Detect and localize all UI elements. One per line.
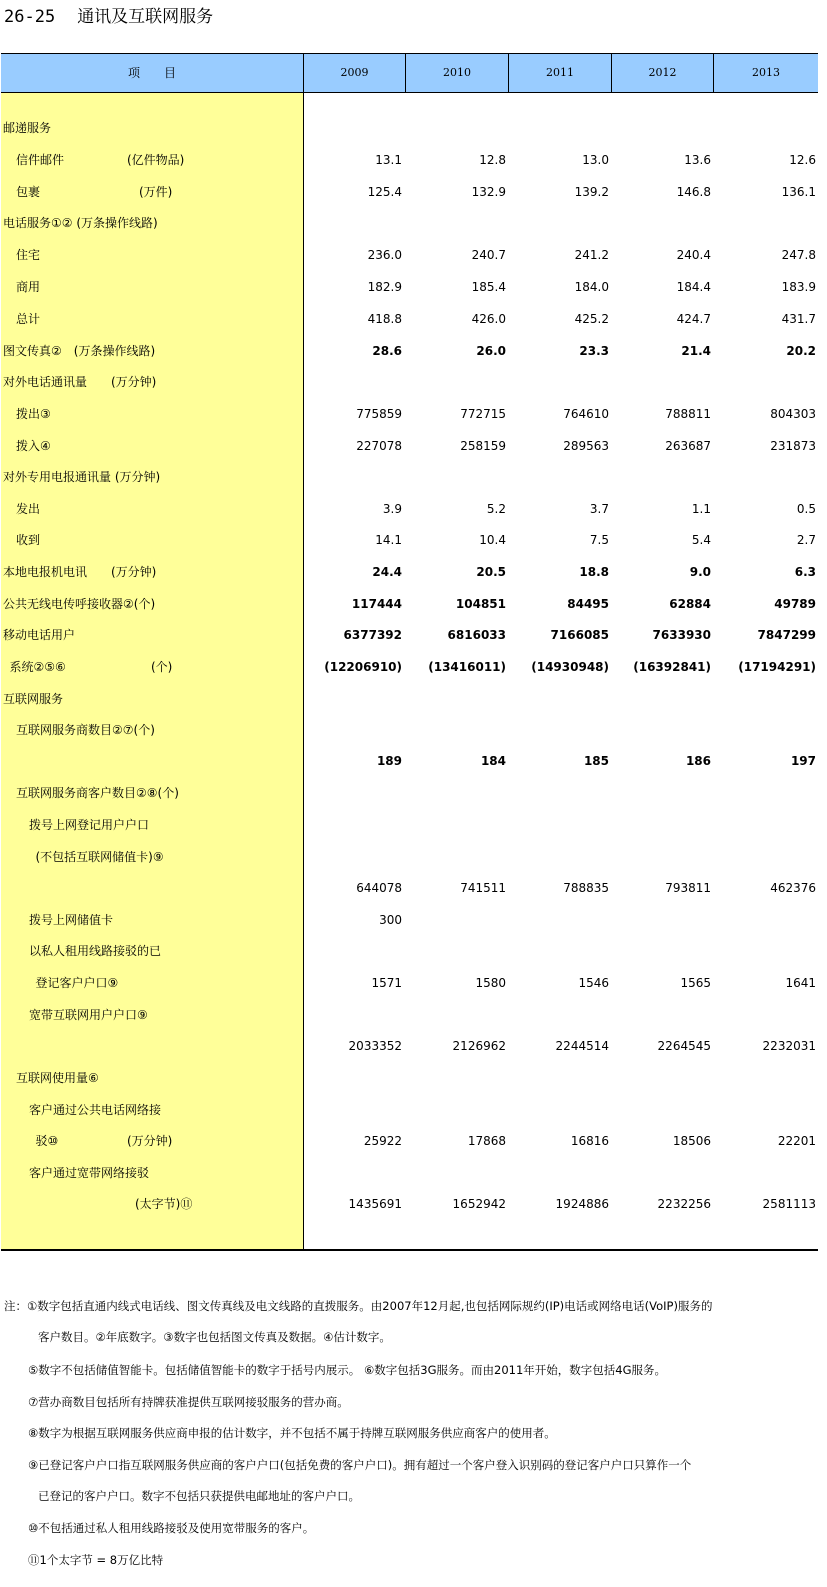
header-item: 项 目 [127, 66, 176, 80]
row-unit: (万件) [139, 185, 173, 199]
cell-value: 13.1 [375, 153, 402, 167]
footnote-line: 客户数目。②年底数字。③数字也包括图文传真及数据。④估计数字。 [38, 1330, 391, 1344]
cell-value: 28.6 [372, 344, 402, 358]
row-label: 对外专用电报通讯量 (万分钟) [3, 470, 161, 484]
header-year: 2010 [443, 66, 471, 79]
footnote-line: ⑨已登记客户户口指互联网服务供应商的客户户口(包括免费的客户户口)。拥有超过一个客户登入识别码的登记客户户口只算作一个 [28, 1458, 692, 1472]
header-year: 2012 [648, 66, 677, 79]
table-row [1, 973, 818, 993]
cell-value: 6377392 [343, 628, 402, 642]
cell-value: 10.4 [479, 533, 506, 547]
cell-value: 9.0 [689, 565, 711, 579]
column-divider [611, 53, 612, 93]
cell-value: 182.9 [367, 280, 402, 294]
row-label: 互联网服务商客户数目②⑧(个) [16, 786, 179, 800]
table-row [1, 720, 818, 740]
cell-value: 12.8 [479, 153, 506, 167]
cell-value: 136.1 [781, 185, 816, 199]
cell-value: 132.9 [471, 185, 506, 199]
cell-value: (17194291) [738, 660, 816, 674]
table-row [1, 783, 818, 803]
row-label: 客户通过宽带网络接驳 [29, 1166, 150, 1180]
table-row [1, 530, 818, 550]
table-row [1, 625, 818, 645]
cell-value: 1435691 [348, 1197, 402, 1211]
cell-value: 7847299 [757, 628, 816, 642]
cell-value: 18.8 [579, 565, 609, 579]
cell-value: 1580 [475, 976, 506, 990]
cell-value: 18506 [672, 1134, 711, 1148]
row-unit: (个) [151, 660, 173, 674]
cell-value: 741511 [460, 881, 506, 895]
row-label: 移动电话用户 [3, 628, 76, 642]
cell-value: 20.5 [476, 565, 506, 579]
cell-value: 1546 [578, 976, 609, 990]
row-label: 电话服务①② (万条操作线路) [3, 216, 158, 230]
row-label: 驳⑩ [35, 1134, 59, 1148]
cell-value: 1641 [785, 976, 816, 990]
row-label: 拨入④ [16, 439, 51, 453]
cell-value: 644078 [356, 881, 402, 895]
footnote-line: ⑤数字不包括储值智能卡。包括储值智能卡的数字于括号内展示。 ⑥数字包括3G服务。而由2011年开始，数字包括4G服务。 [28, 1363, 666, 1377]
column-divider [508, 53, 509, 93]
cell-value: 6.3 [794, 565, 816, 579]
row-label: 系统②⑤⑥ [9, 660, 66, 674]
table-row [1, 941, 818, 961]
cell-value: 125.4 [367, 185, 402, 199]
table-code: 26-25 [4, 7, 56, 27]
row-label: 登记客户户口⑨ [35, 976, 119, 990]
cell-value: (16392841) [633, 660, 711, 674]
cell-value: 49789 [774, 597, 816, 611]
table-row [1, 372, 818, 392]
cell-value: 1571 [371, 976, 402, 990]
table-row [1, 118, 818, 138]
cell-value: 183.9 [781, 280, 816, 294]
table-row [1, 277, 818, 297]
table-bottom-rule [1, 1249, 818, 1251]
page-title [4, 5, 213, 29]
cell-value: 258159 [460, 439, 506, 453]
cell-value: 236.0 [367, 248, 402, 262]
cell-value: 5.4 [691, 533, 711, 547]
table-row [1, 847, 818, 867]
cell-value: 2126962 [452, 1039, 506, 1053]
table-row [1, 657, 818, 677]
cell-value: 139.2 [574, 185, 609, 199]
cell-value: 12.6 [789, 153, 816, 167]
cell-value: 289563 [563, 439, 609, 453]
cell-value: 22201 [777, 1134, 816, 1148]
table-row [1, 182, 818, 202]
table-row [1, 404, 818, 424]
footnote-line: ⑦营办商数目包括所有持牌获准提供互联网接驳服务的营办商。 [28, 1395, 349, 1409]
row-label: 图文传真② (万条操作线路) [3, 344, 156, 358]
cell-value: 186 [685, 754, 711, 768]
cell-value: 117444 [351, 597, 402, 611]
cell-value: 185.4 [471, 280, 506, 294]
table-row [1, 213, 818, 233]
header-year: 2013 [752, 66, 780, 79]
cell-value: 3.9 [382, 502, 402, 516]
table-row [1, 751, 818, 771]
cell-value: 241.2 [574, 248, 609, 262]
table-row [1, 1068, 818, 1088]
row-label: 互联网使用量⑥ [16, 1071, 99, 1085]
cell-value: 84495 [567, 597, 609, 611]
cell-value: 263687 [665, 439, 711, 453]
cell-value: 2.7 [796, 533, 816, 547]
row-label: 宽带互联网用户户口⑨ [29, 1008, 148, 1022]
row-label: 拨号上网登记用户户口 [29, 818, 150, 832]
cell-value: (14930948) [531, 660, 609, 674]
table-row [1, 1131, 818, 1151]
table-row [1, 1163, 818, 1183]
row-label: 客户通过公共电话网络接 [29, 1103, 162, 1117]
cell-value: 240.7 [471, 248, 506, 262]
cell-value: 793811 [665, 881, 711, 895]
header-year: 2009 [340, 66, 369, 79]
row-label: 收到 [16, 533, 41, 547]
cell-value: 189 [376, 754, 402, 768]
cell-value: 25922 [363, 1134, 402, 1148]
cell-value: 13.6 [684, 153, 711, 167]
row-label: 包裹 [16, 185, 41, 199]
row-label: 信件邮件 [16, 153, 65, 167]
footnote-line: 注：①数字包括直通内线式电话线、图文传真线及电文线路的直拨服务。由2007年12月起,也包括网际规约(IP)电话或网络电话(VoIP)服务的 [4, 1299, 713, 1313]
cell-value: 240.4 [676, 248, 711, 262]
cell-value: 431.7 [781, 312, 816, 326]
row-label: 以私人租用线路接驳的已 [29, 944, 162, 958]
row-unit: (亿件物品) [127, 153, 185, 167]
cell-value: 7633930 [652, 628, 711, 642]
cell-value: 227078 [356, 439, 402, 453]
cell-value: 2264545 [657, 1039, 711, 1053]
cell-value: 764610 [563, 407, 609, 421]
cell-value: 426.0 [471, 312, 506, 326]
cell-value: 2244514 [555, 1039, 609, 1053]
cell-value: 16816 [570, 1134, 609, 1148]
header-year: 2011 [546, 66, 574, 79]
footnote-line: 已登记的客户户口。数字不包括只获提供电邮地址的客户户口。 [38, 1489, 360, 1503]
row-label: 公共无线电传呼接收器②(个) [3, 597, 156, 611]
table-row [1, 1194, 818, 1214]
row-label: 拨出③ [16, 407, 51, 421]
cell-value: 14.1 [375, 533, 402, 547]
cell-value: 184.0 [574, 280, 609, 294]
cell-value: 17868 [467, 1134, 506, 1148]
cell-value: 300 [379, 913, 402, 927]
cell-value: 185 [583, 754, 609, 768]
cell-value: 772715 [460, 407, 506, 421]
cell-value: 5.2 [486, 502, 506, 516]
cell-value: 21.4 [681, 344, 711, 358]
cell-value: 247.8 [781, 248, 816, 262]
row-unit: (太字节)⑪ [135, 1197, 193, 1211]
data-table [1, 53, 818, 1252]
cell-value: 13.0 [582, 153, 609, 167]
cell-value: 788811 [665, 407, 711, 421]
table-row [1, 499, 818, 519]
cell-value: 418.8 [367, 312, 402, 326]
cell-value: 1565 [680, 976, 711, 990]
table-row [1, 309, 818, 329]
footnote-line: ⑩不包括通过私人租用线路接驳及使用宽带服务的客户。 [28, 1521, 315, 1535]
table-row [1, 878, 818, 898]
cell-value: 775859 [356, 407, 402, 421]
column-divider [713, 53, 714, 93]
cell-value: 24.4 [372, 565, 402, 579]
cell-value: 804303 [770, 407, 816, 421]
table-row [1, 1100, 818, 1120]
cell-value: 3.7 [589, 502, 609, 516]
table-header [1, 53, 818, 93]
cell-value: 184 [480, 754, 506, 768]
row-unit: (万分钟) [127, 1134, 173, 1148]
cell-value: 1652942 [452, 1197, 506, 1211]
cell-value: (12206910) [324, 660, 402, 674]
row-label: 拨号上网储值卡 [29, 913, 114, 927]
row-label: (不包括互联网储值卡)⑨ [35, 850, 164, 864]
cell-value: 2581113 [762, 1197, 816, 1211]
table-row [1, 150, 818, 170]
column-divider [405, 53, 406, 93]
row-label: 发出 [16, 502, 41, 516]
table-row [1, 910, 818, 930]
cell-value: 7.5 [589, 533, 609, 547]
table-row [1, 436, 818, 456]
cell-value: 1.1 [691, 502, 711, 516]
table-row [1, 594, 818, 614]
table-row [1, 689, 818, 709]
cell-value: 1924886 [555, 1197, 609, 1211]
table-row [1, 562, 818, 582]
cell-value: 2232256 [657, 1197, 711, 1211]
row-label: 住宅 [16, 248, 41, 262]
cell-value: 231873 [770, 439, 816, 453]
row-label: 邮递服务 [3, 121, 52, 135]
row-label: 本地电报机电讯 (万分钟) [3, 565, 157, 579]
cell-value: 197 [790, 754, 816, 768]
cell-value: 62884 [669, 597, 711, 611]
table-row [1, 815, 818, 835]
table-row [1, 245, 818, 265]
table-row [1, 1036, 818, 1056]
cell-value: 7166085 [550, 628, 609, 642]
row-label: 总计 [16, 312, 41, 326]
row-label: 对外电话通讯量 (万分钟) [3, 375, 157, 389]
footnote-line: ⑪1个太字节 = 8万亿比特 [28, 1553, 164, 1567]
table-row [1, 1005, 818, 1025]
footnote-line: ⑧数字为根据互联网服务供应商申报的估计数字，并不包括不属于持牌互联网服务供应商客户的使用者。 [28, 1426, 556, 1440]
cell-value: 20.2 [786, 344, 816, 358]
table-row [1, 467, 818, 487]
cell-value: 462376 [770, 881, 816, 895]
cell-value: 424.7 [676, 312, 711, 326]
row-label: 商用 [16, 280, 41, 294]
cell-value: 184.4 [676, 280, 711, 294]
cell-value: 425.2 [574, 312, 609, 326]
cell-value: 6816033 [447, 628, 506, 642]
row-label: 互联网服务 [3, 692, 64, 706]
table-name: 通讯及互联网服务 [77, 7, 214, 27]
cell-value: 2033352 [348, 1039, 402, 1053]
row-label: 互联网服务商数目②⑦(个) [16, 723, 155, 737]
cell-value: 0.5 [796, 502, 816, 516]
cell-value: 104851 [455, 597, 506, 611]
cell-value: 788835 [563, 881, 609, 895]
cell-value: (13416011) [428, 660, 506, 674]
table-row [1, 341, 818, 361]
cell-value: 26.0 [476, 344, 506, 358]
cell-value: 23.3 [579, 344, 609, 358]
cell-value: 2232031 [762, 1039, 816, 1053]
cell-value: 146.8 [676, 185, 711, 199]
